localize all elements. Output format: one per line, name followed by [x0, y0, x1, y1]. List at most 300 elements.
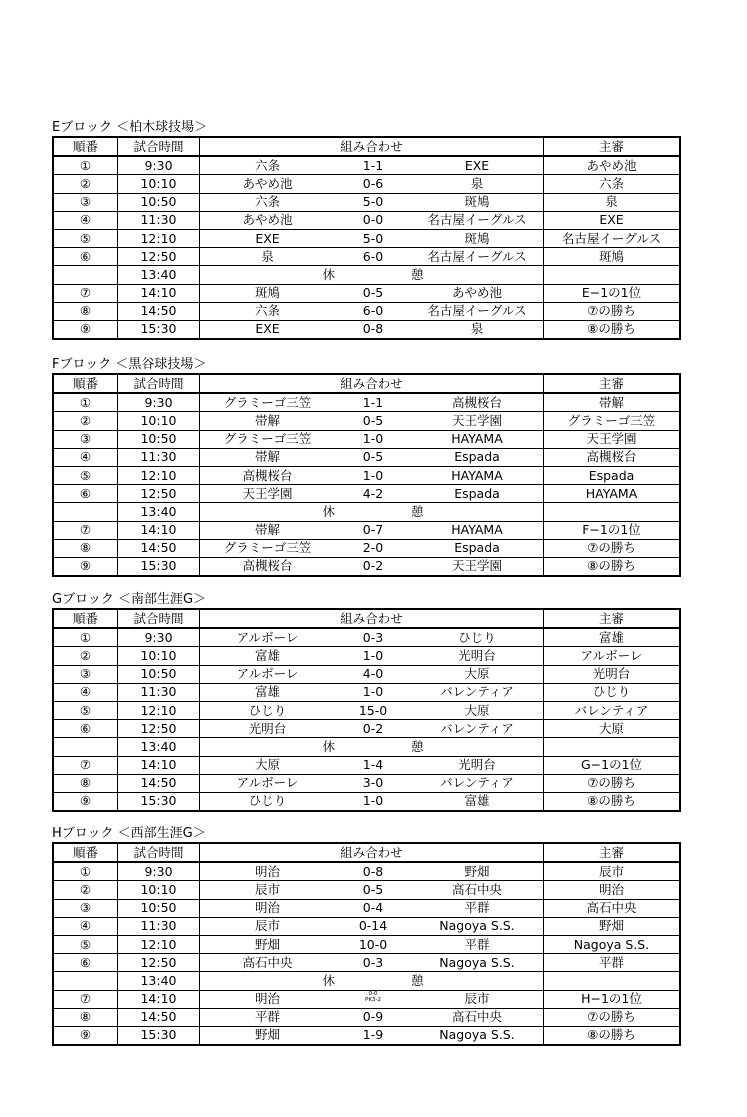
- match-cell: [200, 539, 544, 557]
- header-match: 組み合わせ: [200, 374, 544, 393]
- referee: ⑦の勝ち: [544, 539, 681, 557]
- score-value: 0-0: [368, 991, 378, 998]
- match-number: ⑧: [53, 302, 118, 320]
- match-cell: [200, 720, 544, 738]
- match-grid: [200, 395, 543, 411]
- match-time: 11:30: [118, 683, 200, 701]
- away-team: Espada: [454, 485, 500, 501]
- score: 1-0: [362, 467, 384, 483]
- score: 1-1: [362, 394, 384, 410]
- match-time: 15:30: [118, 792, 200, 811]
- match-row: [53, 792, 680, 811]
- match-time: 12:50: [118, 485, 200, 503]
- match-grid: [200, 864, 543, 880]
- match-grid: [200, 540, 543, 556]
- away-team: Nagoya S.S.: [439, 918, 515, 934]
- away-team: バレンティア: [440, 684, 514, 700]
- home-team: EXE: [255, 321, 280, 337]
- away-team: バレンティア: [440, 720, 514, 736]
- match-number: [53, 503, 118, 521]
- match-time: 14:10: [118, 756, 200, 774]
- home-team: 野畑: [254, 1027, 280, 1043]
- home-team: グラミーゴ三笠: [223, 540, 312, 556]
- referee: 大原: [544, 720, 681, 738]
- match-number: ⑧: [53, 1008, 118, 1026]
- referee: ⑧の勝ち: [544, 1026, 681, 1045]
- away-team: HAYAMA: [451, 522, 503, 538]
- match-grid: [200, 684, 543, 700]
- home-team: アルボーレ: [236, 629, 299, 645]
- home-team: 高槻桜台: [242, 467, 293, 483]
- schedule-block: [52, 120, 680, 340]
- match-cell: [200, 628, 544, 647]
- match-number: ③: [53, 665, 118, 683]
- away-team: 泉: [470, 175, 484, 191]
- referee: Nagoya S.S.: [544, 935, 681, 953]
- match-number: ⑥: [53, 485, 118, 503]
- score: 0-5: [362, 285, 384, 301]
- match-row: [53, 248, 680, 266]
- schedule-table: [52, 373, 681, 577]
- match-time: 12:50: [118, 248, 200, 266]
- match-row: [53, 211, 680, 229]
- match-number: ⑥: [53, 720, 118, 738]
- break-gap: [335, 267, 411, 283]
- break-row: [53, 503, 680, 521]
- referee: ⑦の勝ち: [544, 774, 681, 792]
- match-cell: [200, 756, 544, 774]
- match-row: [53, 990, 680, 1008]
- score: 0-6: [362, 175, 384, 191]
- away-team: Nagoya S.S.: [439, 954, 515, 970]
- referee: H−1の1位: [544, 990, 681, 1008]
- schedule-block: [52, 826, 680, 1046]
- away-team: Espada: [454, 449, 500, 465]
- score: 1-0: [362, 684, 384, 700]
- home-team: 富雄: [254, 684, 280, 700]
- match-row: [53, 466, 680, 484]
- home-team: 平群: [254, 1009, 280, 1025]
- match-row: [53, 320, 680, 339]
- break-label-2: 憩: [411, 738, 424, 754]
- match-grid: [200, 249, 543, 265]
- match-number: ⑥: [53, 248, 118, 266]
- home-team: 明治: [254, 900, 280, 916]
- match-number: ⑧: [53, 774, 118, 792]
- home-team: 光明台: [248, 720, 287, 736]
- home-team: アルボーレ: [236, 666, 299, 682]
- match-grid: [200, 468, 543, 484]
- match-grid: [200, 486, 543, 502]
- match-row: [53, 665, 680, 683]
- match-grid: [200, 158, 543, 174]
- score: 10-0: [358, 936, 388, 952]
- match-time: 14:50: [118, 1008, 200, 1026]
- match-row: [53, 899, 680, 917]
- block-title: Gブロック ＜南部生涯G＞: [52, 592, 207, 607]
- match-cell: [200, 521, 544, 539]
- match-row: [53, 393, 680, 412]
- match-row: [53, 156, 680, 175]
- break-gap: [335, 504, 411, 520]
- match-grid: [200, 413, 543, 429]
- header-order: 順番: [53, 609, 118, 628]
- match-row: [53, 881, 680, 899]
- score: 0-8: [362, 321, 384, 337]
- match-cell: [200, 302, 544, 320]
- match-number: ⑦: [53, 756, 118, 774]
- match-row: [53, 193, 680, 211]
- away-team: 高石中央: [451, 881, 502, 897]
- away-team: 天王学園: [451, 558, 502, 574]
- break-label: [200, 739, 543, 755]
- match-number: ①: [53, 393, 118, 412]
- home-team: 高石中央: [242, 954, 293, 970]
- referee: 野畑: [544, 917, 681, 935]
- match-number: [53, 738, 118, 756]
- referee: バレンティア: [544, 701, 681, 719]
- home-team: 斑鳩: [254, 285, 280, 301]
- header-match: 組み合わせ: [200, 843, 544, 862]
- score: 0-5: [362, 412, 384, 428]
- match-number: ③: [53, 193, 118, 211]
- match-time: 13:40: [118, 972, 200, 990]
- away-team: 平群: [464, 900, 490, 916]
- match-number: ⑨: [53, 557, 118, 576]
- match-time: 11:30: [118, 211, 200, 229]
- match-time: 15:30: [118, 1026, 200, 1045]
- match-cell: [200, 935, 544, 953]
- match-time: 12:10: [118, 466, 200, 484]
- match-cell: [200, 683, 544, 701]
- match-cell: [200, 503, 544, 521]
- break-label-1: 休: [322, 972, 335, 988]
- away-team: 富雄: [464, 793, 490, 809]
- match-time: 13:40: [118, 266, 200, 284]
- match-number: ②: [53, 175, 118, 193]
- match-time: 12:10: [118, 935, 200, 953]
- match-number: ④: [53, 448, 118, 466]
- away-team: HAYAMA: [451, 467, 503, 483]
- match-time: 9:30: [118, 628, 200, 647]
- score: 6-0: [362, 303, 384, 319]
- match-time: 10:50: [118, 430, 200, 448]
- away-team: HAYAMA: [451, 431, 503, 447]
- away-team: ひじり: [458, 629, 496, 645]
- header-time: 試合時間: [118, 374, 200, 393]
- referee: 帯解: [544, 393, 681, 412]
- match-grid: [200, 1009, 543, 1025]
- break-row: [53, 972, 680, 990]
- match-number: ⑤: [53, 466, 118, 484]
- home-team: 六条: [254, 303, 280, 319]
- match-row: [53, 485, 680, 503]
- match-row: [53, 539, 680, 557]
- match-row: [53, 448, 680, 466]
- match-time: 13:40: [118, 738, 200, 756]
- home-team: 帯解: [254, 412, 280, 428]
- score: 1-9: [362, 1027, 384, 1043]
- match-number: ③: [53, 430, 118, 448]
- header-row: [53, 843, 680, 862]
- match-cell: [200, 466, 544, 484]
- match-row: [53, 756, 680, 774]
- match-cell: [200, 284, 544, 302]
- score: 0-3: [362, 629, 384, 645]
- match-time: 12:50: [118, 954, 200, 972]
- referee: 辰市: [544, 862, 681, 881]
- match-cell: [200, 485, 544, 503]
- referee: 高石中央: [544, 899, 681, 917]
- schedule-table: [52, 136, 681, 340]
- match-cell: [200, 881, 544, 899]
- match-time: 13:40: [118, 503, 200, 521]
- match-row: [53, 430, 680, 448]
- match-number: [53, 972, 118, 990]
- header-order: 順番: [53, 843, 118, 862]
- block-title: Hブロック ＜西部生涯G＞: [52, 826, 206, 841]
- match-row: [53, 284, 680, 302]
- match-number: ⑦: [53, 284, 118, 302]
- match-grid: [200, 176, 543, 192]
- away-team: 野畑: [464, 863, 490, 879]
- referee: EXE: [544, 211, 681, 229]
- score: 1-4: [362, 757, 384, 773]
- match-number: ⑤: [53, 701, 118, 719]
- match-grid: [200, 955, 543, 971]
- away-team: 光明台: [458, 647, 496, 663]
- home-team: EXE: [255, 230, 280, 246]
- away-team: 名古屋イーグルス: [427, 303, 527, 319]
- schedule-block: [52, 592, 680, 812]
- home-team: 泉: [261, 248, 274, 264]
- header-time: 試合時間: [118, 609, 200, 628]
- match-number: ④: [53, 211, 118, 229]
- match-number: ③: [53, 899, 118, 917]
- match-cell: [200, 774, 544, 792]
- match-row: [53, 302, 680, 320]
- home-team: ひじり: [248, 702, 287, 718]
- match-row: [53, 720, 680, 738]
- referee: [544, 266, 681, 284]
- score: 4-0: [362, 666, 384, 682]
- score: 4-2: [362, 485, 384, 501]
- match-cell: [200, 430, 544, 448]
- match-time: 11:30: [118, 917, 200, 935]
- score: 0-5: [362, 881, 384, 897]
- match-time: 14:50: [118, 539, 200, 557]
- match-time: 10:50: [118, 193, 200, 211]
- away-team: 辰市: [464, 991, 490, 1007]
- header-referee: 主審: [544, 609, 681, 628]
- break-row: [53, 266, 680, 284]
- header-match: 組み合わせ: [200, 137, 544, 156]
- break-label-1: 休: [322, 503, 335, 519]
- match-time: 14:10: [118, 521, 200, 539]
- match-cell: [200, 862, 544, 881]
- break-label-2: 憩: [411, 503, 424, 519]
- match-cell: [200, 320, 544, 339]
- schedule-table: [52, 608, 681, 812]
- home-team: 明治: [254, 991, 280, 1007]
- match-time: 14:10: [118, 990, 200, 1008]
- match-cell: [200, 647, 544, 665]
- referee: 名古屋イーグルス: [544, 229, 681, 247]
- away-team: Espada: [454, 540, 500, 556]
- match-cell: [200, 954, 544, 972]
- match-cell: [200, 211, 544, 229]
- match-grid: [200, 648, 543, 664]
- referee: ひじり: [544, 683, 681, 701]
- match-cell: [200, 248, 544, 266]
- header-order: 順番: [53, 374, 118, 393]
- home-team: ひじり: [248, 793, 287, 809]
- home-team: 野畑: [254, 936, 280, 952]
- block-title: Fブロック ＜黒谷球技場＞: [52, 357, 207, 372]
- match-grid: [200, 721, 543, 737]
- away-team: 泉: [470, 321, 484, 337]
- header-order: 順番: [53, 137, 118, 156]
- home-team: 明治: [254, 863, 280, 879]
- away-team: 大原: [464, 666, 490, 682]
- away-team: 平群: [464, 936, 490, 952]
- match-grid: [200, 522, 543, 538]
- score: [335, 991, 411, 1007]
- match-cell: [200, 792, 544, 811]
- home-team: 六条: [254, 194, 280, 210]
- match-number: ①: [53, 862, 118, 881]
- match-cell: [200, 175, 544, 193]
- score: 0-5: [362, 449, 384, 465]
- match-number: ⑤: [53, 229, 118, 247]
- match-time: 15:30: [118, 557, 200, 576]
- header-referee: 主審: [544, 374, 681, 393]
- match-grid: [200, 666, 543, 682]
- match-row: [53, 628, 680, 647]
- break-label-1: 休: [322, 266, 335, 282]
- break-label-1: 休: [322, 738, 335, 754]
- referee: 光明台: [544, 665, 681, 683]
- match-grid: [200, 303, 543, 319]
- match-grid: [200, 231, 543, 247]
- home-team: 辰市: [254, 881, 280, 897]
- away-team: Nagoya S.S.: [439, 1027, 515, 1043]
- match-row: [53, 917, 680, 935]
- match-grid: [200, 431, 543, 447]
- break-label: [200, 504, 543, 520]
- referee: アルボーレ: [544, 647, 681, 665]
- match-time: 12:10: [118, 701, 200, 719]
- referee: Espada: [544, 466, 681, 484]
- match-cell: [200, 899, 544, 917]
- score: 0-7: [362, 522, 384, 538]
- score: 0-2: [362, 558, 384, 574]
- match-cell: [200, 1008, 544, 1026]
- match-row: [53, 774, 680, 792]
- header-time: 試合時間: [118, 137, 200, 156]
- match-time: 9:30: [118, 156, 200, 175]
- match-cell: [200, 266, 544, 284]
- home-team: 帯解: [254, 522, 280, 538]
- referee: [544, 972, 681, 990]
- home-team: グラミーゴ三笠: [223, 431, 312, 447]
- home-team: あやめ池: [242, 212, 293, 228]
- referee: ⑧の勝ち: [544, 792, 681, 811]
- match-time: 10:50: [118, 899, 200, 917]
- header-row: [53, 374, 680, 393]
- match-number: ②: [53, 881, 118, 899]
- match-cell: [200, 917, 544, 935]
- pk-score: PK3-2: [365, 997, 381, 1004]
- referee: グラミーゴ三笠: [544, 412, 681, 430]
- break-label: [200, 267, 543, 283]
- match-cell: [200, 738, 544, 756]
- referee: ⑧の勝ち: [544, 320, 681, 339]
- header-row: [53, 137, 680, 156]
- break-row: [53, 738, 680, 756]
- referee: 泉: [544, 193, 681, 211]
- away-team: 光明台: [458, 757, 496, 773]
- match-cell: [200, 448, 544, 466]
- match-time: 14:50: [118, 774, 200, 792]
- score: 0-0: [362, 212, 384, 228]
- match-row: [53, 1008, 680, 1026]
- home-team: 大原: [254, 757, 280, 773]
- match-grid: [200, 793, 543, 809]
- match-grid: [200, 558, 543, 574]
- match-time: 10:50: [118, 665, 200, 683]
- match-number: ②: [53, 647, 118, 665]
- match-row: [53, 954, 680, 972]
- match-grid: [200, 1027, 543, 1043]
- match-number: ⑦: [53, 990, 118, 1008]
- match-cell: [200, 665, 544, 683]
- match-grid: [200, 918, 543, 934]
- match-time: 15:30: [118, 320, 200, 339]
- match-cell: [200, 229, 544, 247]
- match-time: 12:10: [118, 229, 200, 247]
- home-team: 六条: [254, 157, 280, 173]
- score: 0-2: [362, 720, 384, 736]
- match-grid: [200, 991, 543, 1007]
- home-team: アルボーレ: [236, 775, 299, 791]
- score: 1-1: [362, 157, 384, 173]
- away-team: 名古屋イーグルス: [427, 248, 527, 264]
- match-number: ⑨: [53, 320, 118, 339]
- score: 15-0: [358, 702, 388, 718]
- match-cell: [200, 990, 544, 1008]
- referee: G−1の1位: [544, 756, 681, 774]
- match-time: 10:10: [118, 175, 200, 193]
- match-grid: [200, 757, 543, 773]
- match-row: [53, 647, 680, 665]
- break-label: [200, 973, 543, 989]
- match-grid: [200, 285, 543, 301]
- match-cell: [200, 972, 544, 990]
- score: 6-0: [362, 248, 384, 264]
- score: 2-0: [362, 540, 384, 556]
- match-grid: [200, 900, 543, 916]
- referee: ⑦の勝ち: [544, 1008, 681, 1026]
- home-team: 帯解: [254, 449, 280, 465]
- match-cell: [200, 156, 544, 175]
- match-time: 12:50: [118, 720, 200, 738]
- away-team: EXE: [464, 157, 490, 173]
- match-number: ⑦: [53, 521, 118, 539]
- break-label-2: 憩: [411, 972, 424, 988]
- match-grid: [200, 775, 543, 791]
- match-cell: [200, 557, 544, 576]
